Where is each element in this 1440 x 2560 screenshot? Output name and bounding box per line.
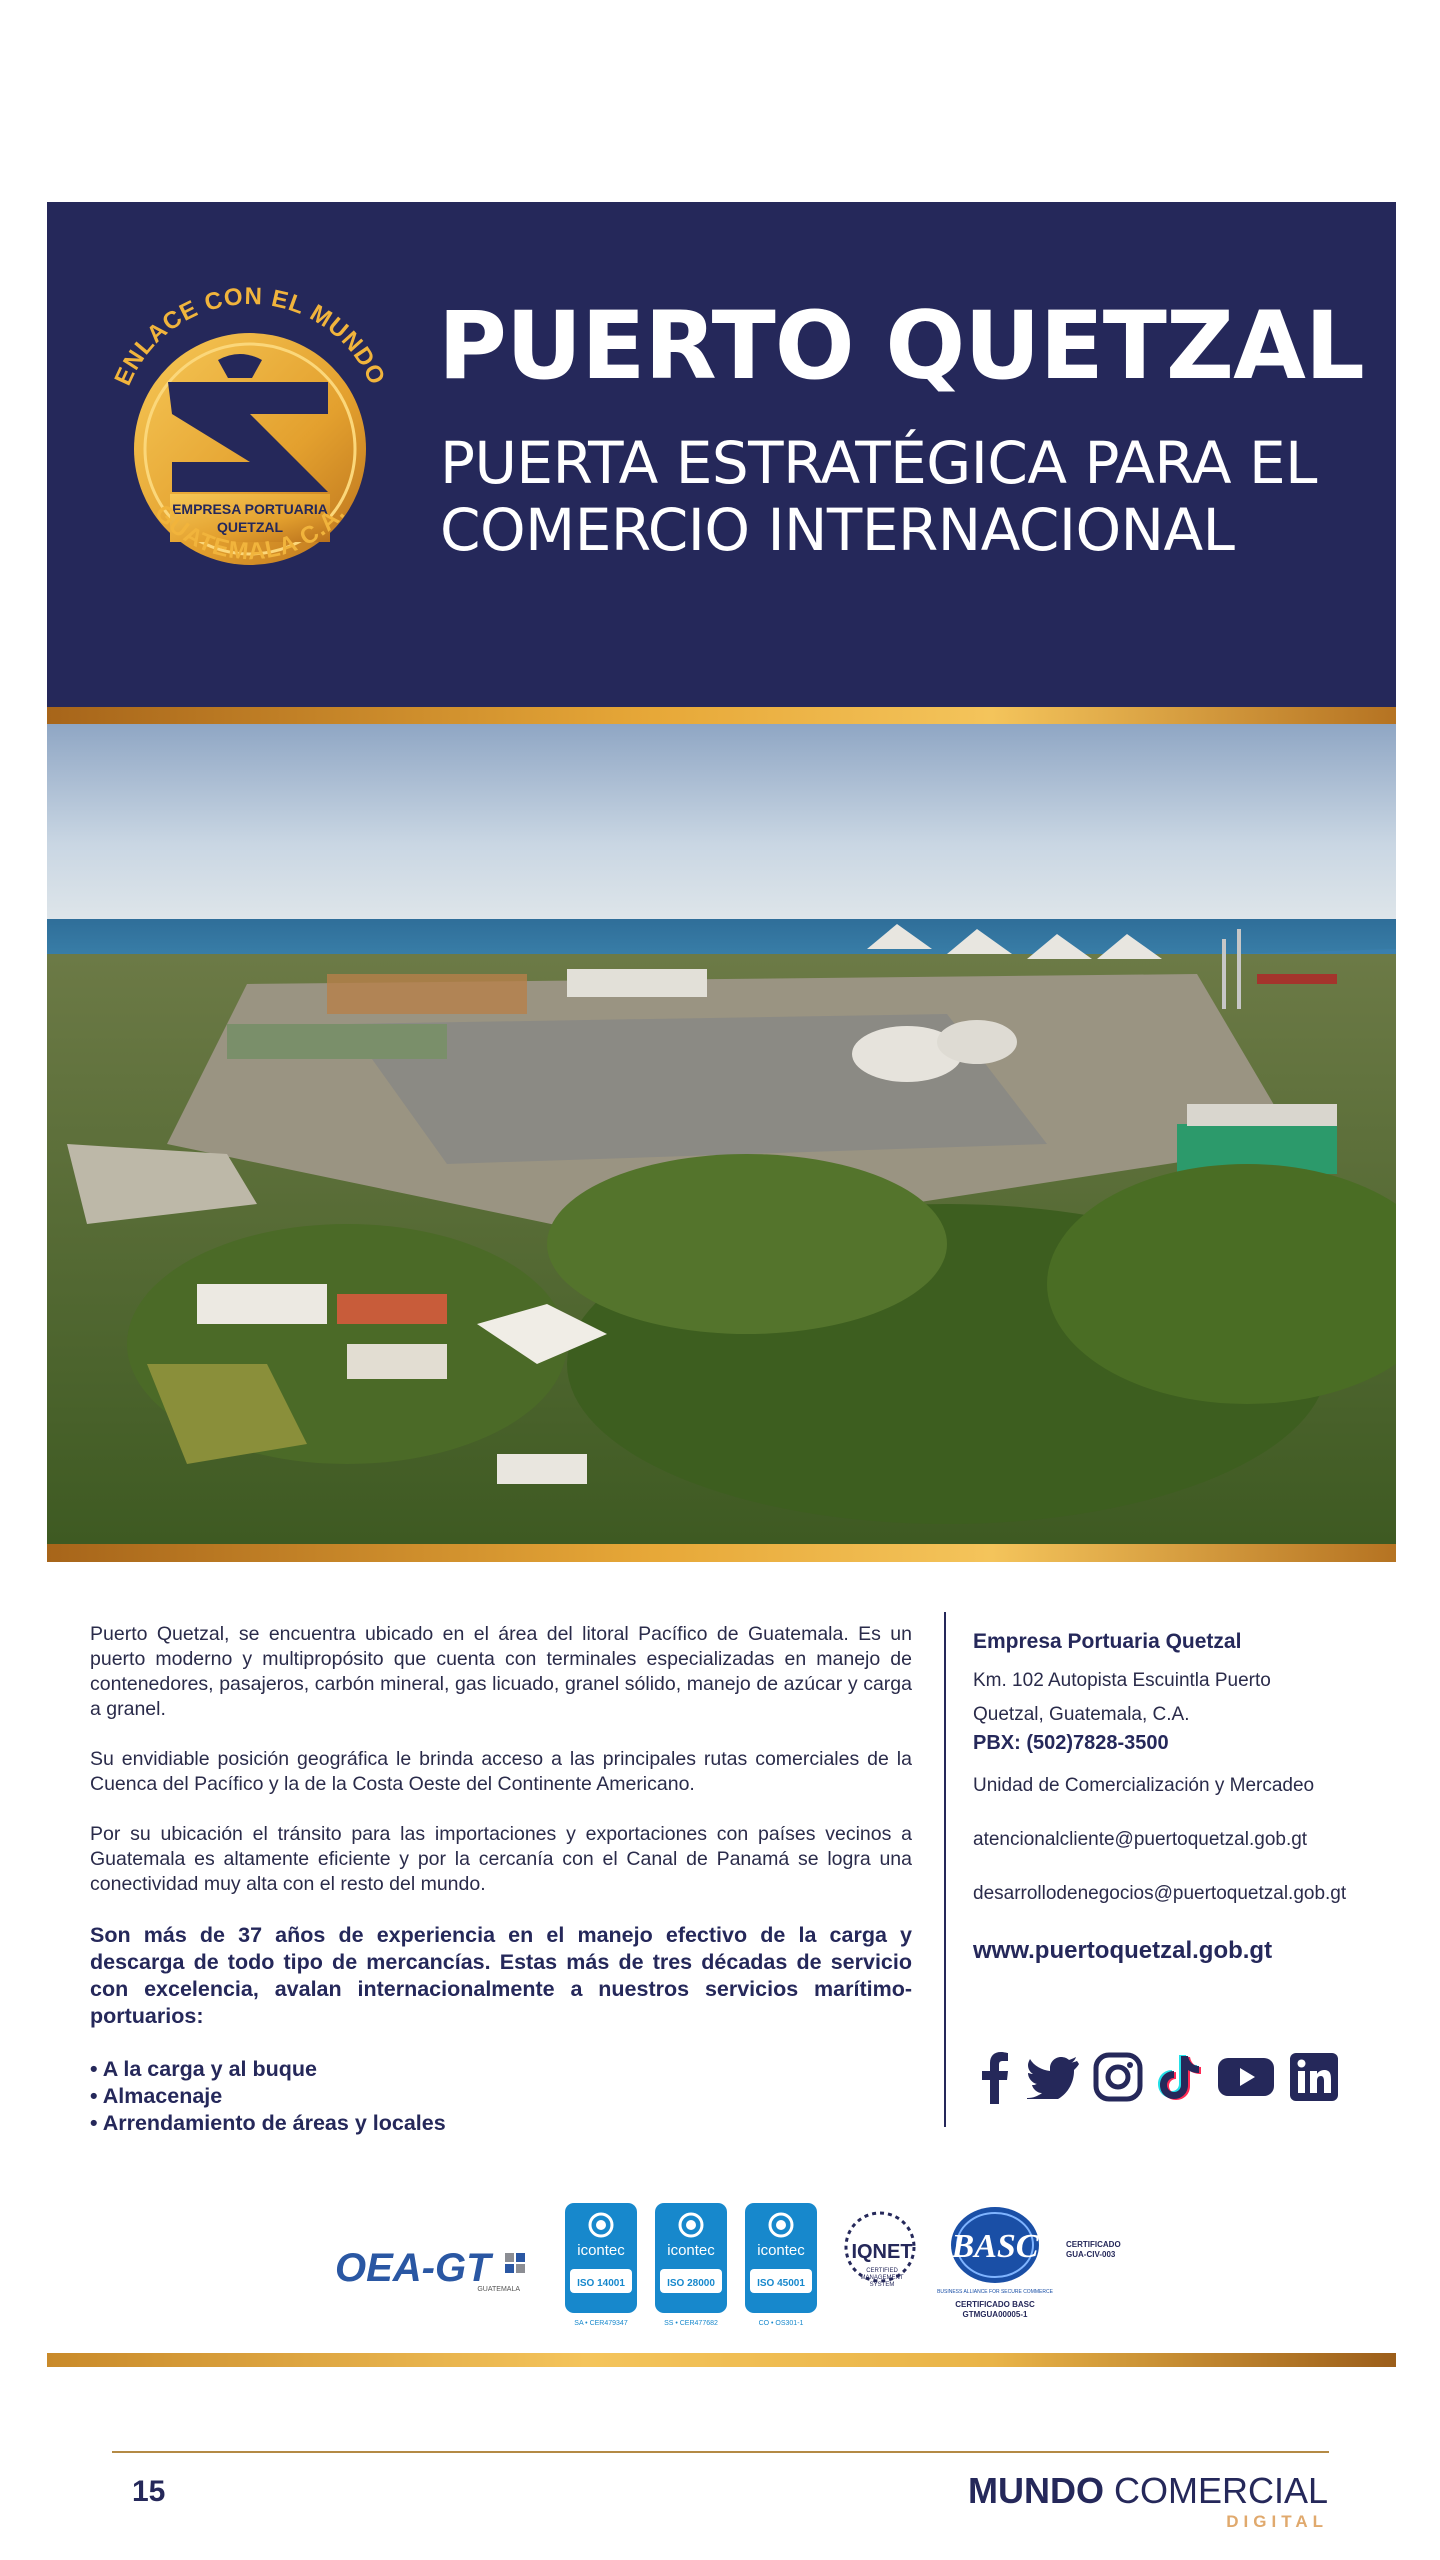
iso-28000-label: ISO 28000: [667, 2278, 715, 2289]
subtitle-line1: PUERTA ESTRATÉGICA PARA EL: [440, 429, 1317, 497]
contact-block: [973, 1630, 1393, 1965]
certifications-row: [330, 2195, 1150, 2335]
port-seal-logo: [90, 264, 410, 624]
magazine-brand: [968, 2470, 1328, 2532]
iso-14001-code: SA • CER479347: [574, 2320, 628, 2327]
column-divider: [944, 1612, 946, 2127]
contact-email-business[interactable]: desarrollodenegocios@puertoquetzal.gob.gt: [973, 1883, 1347, 1904]
contact-address-line2: Quetzal, Guatemala, C.A.: [973, 1704, 1190, 1725]
iqnet-sub1: CERTIFIED: [866, 2268, 898, 2274]
iso-45001-code: CO • OS301-1: [758, 2320, 804, 2327]
basc-cert-line1: CERTIFICADO BASC: [955, 2300, 1035, 2309]
iso-14001-label: ISO 14001: [577, 2278, 625, 2289]
icontec-label: icontec: [577, 2242, 625, 2259]
service-item: • Almacenaje: [90, 2084, 223, 2108]
service-item: • A la carga y al buque: [90, 2057, 317, 2081]
oea-gt-logo: [335, 2246, 525, 2293]
basc-side-line2: GUA-CIV-003: [1066, 2250, 1116, 2259]
contact-unit: Unidad de Comercialización y Mercadeo: [973, 1775, 1315, 1796]
paragraph-1: Puerto Quetzal, se encuentra ubicado en el área del litoral Pacífico de Guatemala. Es un puerto moderno y multipropósito que cuenta con terminales especializadas en manejo de contenedores, pasajeros, carbón mineral, gas licuado, granel sólido, manejo de azúcar y carga a granel.: [90, 1623, 912, 1720]
gold-divider-bottom: [47, 2353, 1396, 2367]
subtitle-line2: COMERCIO INTERNACIONAL: [440, 495, 1235, 564]
basc-side-line1: CERTIFICADO: [1066, 2240, 1121, 2249]
iso-45001-label: ISO 45001: [757, 2278, 805, 2289]
icontec-badge-iso28000: [655, 2203, 727, 2327]
youtube-icon[interactable]: [1217, 2056, 1275, 2098]
gold-divider-top: [47, 707, 1396, 724]
iso-28000-code: SS • CER477682: [664, 2320, 718, 2327]
icontec-badge-iso45001: [745, 2203, 817, 2327]
icontec-badge-iso14001: [565, 2203, 637, 2327]
social-icons: [975, 2050, 1339, 2104]
basc-logo: [937, 2207, 1121, 2319]
linkedin-icon[interactable]: [1289, 2052, 1339, 2102]
gold-divider-photo: [47, 1544, 1396, 1562]
iqnet-logo: [846, 2213, 914, 2288]
highlight-paragraph: Son más de 37 años de experiencia en el manejo efectivo de la carga y descarga de todo tipo de mercancías. Estas más de tres décadas de servicio con excelencia, avalan internacionalmente a nuestros servicios marítimo-portuarios:: [90, 1923, 912, 2028]
service-list: [90, 2056, 912, 2137]
oea-sub: GUATEMALA: [477, 2286, 520, 2293]
seal-center-line1: EMPRESA PORTUARIA: [172, 501, 328, 517]
port-aerial-photo: [47, 724, 1396, 1544]
paragraph-3: Por su ubicación el tránsito para las importaciones y exportaciones con países vecinos a Guatemala es altamente eficiente y por la cercanía con el Canal de Panamá se logra una conectividad muy alta con el resto del mundo.: [90, 1823, 912, 1895]
icontec-label: icontec: [667, 2242, 715, 2259]
contact-address-line1: Km. 102 Autopista Escuintla Puerto: [973, 1670, 1271, 1691]
contact-email-customer[interactable]: atencionalcliente@puertoquetzal.gob.gt: [973, 1829, 1308, 1850]
basc-label: BASC: [951, 2228, 1039, 2265]
magazine-name-bold: MUNDO: [967, 2470, 1104, 2511]
contact-website-link[interactable]: www.puertoquetzal.gob.gt: [973, 1937, 1273, 1964]
tiktok-icon[interactable]: [1157, 2052, 1203, 2102]
page-number: 15: [132, 2475, 166, 2508]
magazine-name-light: COMERCIAL: [1103, 2470, 1328, 2511]
seal-top-text: ENLACE CON EL MUNDO: [109, 282, 391, 390]
facebook-icon[interactable]: [975, 2050, 1013, 2104]
page-subtitle: [440, 430, 1380, 563]
seal-center-line2: QUETZAL: [216, 519, 284, 535]
basc-tagline: BUSINESS ALLIANCE FOR SECURE COMMERCE: [937, 2289, 1053, 2295]
instagram-icon[interactable]: [1093, 2052, 1143, 2102]
seal-bottom-text: GUATEMALA C.A.: [149, 499, 351, 566]
twitter-icon[interactable]: [1027, 2055, 1079, 2099]
icontec-label: icontec: [757, 2242, 805, 2259]
contact-phone: PBX: (502)7828-3500: [973, 1732, 1169, 1754]
contact-org: Empresa Portuaria Quetzal: [973, 1630, 1242, 1653]
footer-rule: [112, 2451, 1329, 2453]
iqnet-sub3: SYSTEM: [869, 2282, 895, 2288]
oea-label: OEA-GT: [335, 2246, 491, 2290]
page-title: PUERTO QUETZAL: [438, 292, 1364, 401]
body-text: [90, 1622, 912, 2137]
iqnet-sub2: MANAGEMENT: [860, 2275, 904, 2281]
basc-cert-line2: GTMGUA00005-1: [962, 2310, 1028, 2319]
service-item: • Arrendamiento de áreas y locales: [90, 2111, 446, 2135]
iqnet-label: IQNET: [851, 2241, 913, 2263]
magazine-sub: DIGITAL: [1226, 2512, 1328, 2531]
paragraph-2: Su envidiable posición geográfica le brinda acceso a las principales rutas comerciales de la Cuenca del Pacífico y la de la Costa Oeste del Continente Americano.: [90, 1748, 912, 1795]
